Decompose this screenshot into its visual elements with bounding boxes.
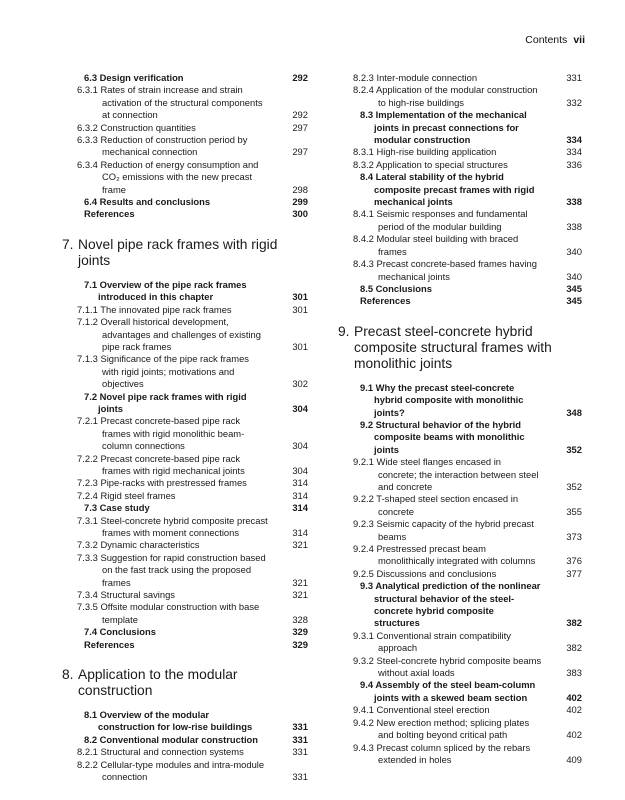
entry-title: Overview of the pipe rack frames introduced in this chapter [98,278,247,303]
toc-subsection-entry: 9.2.4 Prestressed precast beam monolithically integrated with columns 376 [353,543,582,567]
entry-title: Overall historical development, advantages and challenges of existing pipe rack frames [100,316,261,352]
entry-title: Conclusions [375,282,432,294]
entry-text [77,415,268,452]
entry-title: Dynamic characteristics [100,539,200,551]
entry-text [353,258,542,283]
entry-text [84,196,268,208]
entry-title: Significance of the pipe rack frames with rigid joints; motivations and objectives [100,353,249,390]
entry-number: 7.3.3 [77,551,98,563]
entry-text [353,158,542,171]
chapter-number: 8. [62,667,74,683]
entry-number: 8.2.1 [77,746,98,758]
entry-number: 9.4.1 [353,704,374,716]
entry-page: 329 [292,638,308,650]
entry-page: 292 [292,72,308,83]
entry-number: 9.3 [360,580,374,592]
entry-number: 8.2 [84,733,98,745]
entry-number: 8.1 [84,709,98,721]
toc-subsection-entry: 7.1.3 Significance of the pipe rack frames with rigid joints; motivations and objectives 302 [77,353,308,390]
toc-section-entry [338,679,582,704]
toc-subsection-entry: 6.3.1 Rates of strain increase and strain activation of the structural components at connection 292 [77,84,308,121]
toc-section-entry [338,171,582,208]
entry-text [353,84,542,109]
entry-text [353,233,542,258]
toc-section-entry [62,709,308,734]
toc-section-entry [62,391,308,416]
entry-number: 8.2.2 [77,758,98,770]
entry-number: 9.4.2 [353,716,374,728]
entry-text [77,539,268,551]
entry-number: 9.1 [360,381,374,393]
toc-section-entry [62,734,308,746]
entry-title: Modular steel building with braced frames [376,233,519,257]
entry-number: 6.3 [84,72,98,83]
entry-title: Offsite modular construction with base template [100,601,260,625]
entry-text [77,121,268,134]
toc-section-entry [338,580,582,630]
entry-title: T-shaped steel section encased in concrete [376,493,519,517]
entry-text [353,716,542,742]
entry-text [84,502,268,514]
toc-subsection-entry: 9.4.3 Precast column spliced by the rebars extended in holes 409 [353,741,582,765]
running-head-label: Contents [525,34,568,46]
entry-title: Construction quantities [100,121,196,133]
entry-title: Inter-module connection [376,72,478,83]
entry-title: Suggestion for rapid construction based on the fast track using the proposed frames [100,551,266,588]
entry-number: 7.4 [84,626,98,638]
entry-number: 6.3.1 [77,84,98,96]
toc-subsection-entry: 9.2.2 T-shaped steel section encased in concrete 355 [353,493,582,517]
entry-page: 382 [566,617,582,629]
entry-title: Discussions and conclusions [376,567,497,579]
entry-title: Design verification [99,72,184,83]
entry-number: 8.4.3 [353,258,374,270]
chapter-number: 9. [338,323,350,339]
toc-subsection-entry: 7.2.3 Pipe-racks with prestressed frames 314 [77,477,308,489]
entry-number: 7.3.1 [77,514,98,526]
entry-title: Case study [99,502,150,514]
entry-title: Seismic responses and fundamental period of the modular building [376,208,528,232]
entry-number: 7.1 [84,278,98,290]
entry-number: 8.3.1 [353,146,374,158]
toc-subsection-entry: 8.3.2 Application to special structures 336 [353,158,582,170]
entry-title: The innovated pipe rack frames [100,303,232,315]
toc-section-entry [62,72,308,84]
entry-text [353,567,542,580]
entry-text [353,146,542,158]
entry-number: 7.3.2 [77,539,98,551]
entry-title: Reduction of construction period by mechanical connection [100,134,248,158]
entry-page: 299 [292,196,308,208]
toc-subsection-entry: 9.2.5 Discussions and conclusions 377 [353,567,582,579]
toc-left-column [62,72,308,784]
entry-text [353,518,542,543]
entry-text [84,72,268,84]
entry-number: 9.3.2 [353,654,374,666]
entry-number: 7.1.2 [77,316,98,328]
toc-subsection-entry: 8.2.1 Structural and connection systems 331 [77,746,308,758]
entry-page: 348 [566,406,582,418]
entry-title: New erection method; splicing plates and bolting beyond critical path [376,716,530,741]
entry-number: 9.4 [360,679,374,691]
entry-text [360,283,542,295]
entry-page: 338 [566,196,582,208]
entry-title: Rates of strain increase and strain activation of the structural components at connection [100,84,263,121]
chapter-heading [338,324,582,372]
entry-text [77,477,268,489]
entry-number: 7.2.1 [77,415,98,427]
entry-title: Conventional strain compatibility approach [376,629,511,654]
entry-number: 8.2.3 [353,72,374,83]
toc-subsection-entry: 8.3.1 High-rise building application 334 [353,146,582,158]
toc-subsection-entry: 7.3.1 Steel-concrete hybrid composite precast frames with moment connections 314 [77,514,308,538]
entry-title: Cellular-type modules and intra-module connection [100,758,265,783]
toc-subsection-entry: 8.4.3 Precast concrete-based frames having mechanical joints 340 [353,258,582,282]
toc-subsection-entry: 7.2.4 Rigid steel frames 314 [77,489,308,501]
toc-subsection-entry: 9.2.1 Wide steel flanges encased in concrete; the interaction between steel and concrete 352 [353,456,582,492]
entry-number: 9.2.2 [353,493,374,505]
entry-text [84,639,268,651]
entry-page: 300 [292,208,308,220]
entry-number: 7.2.3 [77,477,98,489]
entry-title: Overview of the modular construction for low-rise buildings [98,709,253,733]
entry-text [353,704,542,716]
entry-number: 9.2.4 [353,543,374,554]
entry-text [360,109,542,146]
entry-text [353,629,542,655]
entry-number: 8.3.2 [353,158,374,170]
entry-page: 331 [292,733,308,745]
entry-page: 301 [292,291,308,303]
toc-section-entry [62,196,308,208]
toc-subsection-entry: 9.2.3 Seismic capacity of the hybrid precast beams 373 [353,518,582,542]
entry-number: 7.3 [84,502,98,514]
entry-number: 7.3.5 [77,601,98,613]
entry-page: 314 [292,502,308,514]
entry-title: Precast concrete-based pipe rack frames with rigid monolithic beam-column connections [100,415,245,452]
entry-number: 7.3.4 [77,589,98,601]
entry-number: 7.2 [84,390,98,402]
toc-subsection-entry: 7.3.5 Offsite modular construction with base template 328 [77,601,308,625]
toc-subsection-entry: 8.2.3 Inter-module connection 331 [353,72,582,83]
entry-number: 7.1.3 [77,353,98,365]
entry-number: 9.4.3 [353,741,374,753]
entry-text [353,456,542,493]
entry-number: 6.3.2 [77,121,98,133]
entry-page: 334 [566,134,582,146]
entry-title: References [84,208,135,220]
toc-right-column [338,72,582,766]
toc-section-entry [338,382,582,419]
entry-number: 9.2.5 [353,567,374,579]
entry-text [77,589,268,601]
entry-page: 352 [566,443,582,455]
entry-page: 331 [292,721,308,733]
entry-title: Why the precast steel-concrete hybrid composite with monolithic joints? [374,381,524,418]
entry-text [77,158,268,196]
chapter-number: 7. [62,236,74,252]
entry-text [360,419,542,456]
entry-number: 7.1.1 [77,303,98,315]
entry-number: 7.2.2 [77,452,98,464]
entry-text [77,489,268,502]
entry-title: References [84,638,135,650]
entry-text [360,295,542,307]
toc-section-entry [338,109,582,146]
toc-subsection-entry: 7.3.2 Dynamic characteristics 321 [77,539,308,551]
entry-text [77,303,268,316]
entry-title: Structural and connection systems [100,746,244,758]
entry-title: Wide steel flanges encased in concrete; the interaction between steel and concrete [376,456,539,492]
entry-title: Prestressed precast beam monolithically integrated with columns [376,543,536,567]
entry-text [77,551,268,589]
entry-text [360,382,542,419]
entry-number: 8.2.4 [353,84,374,96]
entry-title: Structural savings [100,589,175,601]
entry-text [353,72,542,84]
entry-page: 345 [566,282,582,294]
entry-page: 345 [566,295,582,307]
entry-text [84,709,268,734]
entry-title: Results and conclusions [99,196,211,208]
entry-title: Lateral stability of the hybrid composite precast frames with rigid mechanical joints [374,171,535,208]
entry-number: 6.3.4 [77,158,98,170]
entry-number: 9.3.1 [353,629,374,641]
page-number: vii [573,34,585,46]
entry-number: 9.2.3 [353,518,374,530]
toc-subsection-entry: 7.2.2 Precast concrete-based pipe rack frames with rigid mechanical joints 304 [77,452,308,476]
chapter-title: Novel pipe rack frames with rigid joints [78,236,278,268]
toc-subsection-entry: 8.2.2 Cellular-type modules and intra-module connection 331 [77,758,308,783]
toc-subsection-entry: 7.2.1 Precast concrete-based pipe rack frames with rigid monolithic beam-column connections 304 [77,415,308,452]
entry-title: Assembly of the steel beam-column joints with a skewed beam section [374,679,536,703]
toc-subsection-entry: 9.4.2 New erection method; splicing plates and bolting beyond critical path 402 [353,716,582,741]
entry-text [77,601,268,626]
entry-number: 8.4.2 [353,233,374,245]
entry-text [353,493,542,518]
entry-number: 8.4 [360,171,374,183]
entry-text [353,543,542,568]
entry-title: Implementation of the mechanical joints in precast connections for modular construction [374,109,527,146]
entry-title: Steel-concrete hybrid composite beams without axial loads [376,654,542,679]
entry-text [360,171,542,208]
chapter-heading [62,237,308,269]
entry-text [77,758,268,784]
entry-text [84,391,268,416]
toc-section-entry [62,208,308,220]
toc-subsection-entry: 7.1.2 Overall historical development, advantages and challenges of existing pipe rack frames 301 [77,316,308,352]
entry-title: Novel pipe rack frames with rigid joints [98,390,247,414]
entry-title: Structural behavior of the hybrid composite beams with monolithic joints [374,418,525,455]
entry-title: Conventional modular construction [99,733,258,745]
running-head [525,34,585,46]
entry-text [353,208,542,233]
chapter-heading [62,667,308,699]
entry-title: Precast concrete-based frames having mechanical joints [376,258,537,282]
entry-text [353,741,542,767]
entry-title: Steel-concrete hybrid composite precast frames with moment connections [100,514,268,538]
toc-subsection-entry: 9.4.1 Conventional steel erection 402 [353,704,582,716]
toc-section-entry [62,626,308,638]
toc-subsection-entry: 7.3.3 Suggestion for rapid construction based on the fast track using the proposed frames 321 [77,551,308,588]
entry-title: Seismic capacity of the hybrid precast beams [376,518,534,542]
entry-title: Reduction of energy consumption and CO₂ emissions with the new precast frame [100,158,259,195]
entry-text [77,84,268,121]
entry-title: Analytical prediction of the nonlinear structural behavior of the steel-concrete hybrid composite structures [374,580,541,629]
chapter-title: Precast steel-concrete hybrid composite structural frames with monolithic joints [354,323,552,371]
toc-section-entry [338,283,582,295]
toc-subsection-entry: 9.3.2 Steel-concrete hybrid composite beams without axial loads 383 [353,654,582,679]
toc-subsection-entry: 7.3.4 Structural savings 321 [77,589,308,601]
toc-subsection-entry: 8.2.4 Application of the modular construction to high-rise buildings 332 [353,84,582,108]
toc-subsection-entry: 8.4.2 Modular steel building with braced frames 340 [353,233,582,257]
toc-subsection-entry: 6.3.3 Reduction of construction period by mechanical connection 297 [77,134,308,158]
entry-text [353,654,542,680]
entry-title: Precast column spliced by the rebars extended in holes [376,741,531,765]
entry-text [360,580,542,630]
entry-title: Rigid steel frames [100,489,176,501]
entry-page: 329 [292,626,308,638]
entry-number: 8.4.1 [353,208,374,220]
entry-text [360,679,542,704]
toc-section-entry [338,419,582,456]
toc-subsection-entry: 9.3.1 Conventional strain compatibility approach 382 [353,629,582,654]
toc-section-entry [62,502,308,514]
entry-title: Pipe-racks with prestressed frames [100,477,247,489]
entry-number: 8.3 [360,109,374,121]
entry-title: Precast concrete-based pipe rack frames with rigid mechanical joints [100,452,245,476]
entry-title: Conventional steel erection [376,704,490,716]
entry-number: 6.4 [84,196,98,208]
toc-subsection-entry: 8.4.1 Seismic responses and fundamental period of the modular building 338 [353,208,582,232]
entry-text [77,134,268,159]
toc-section-entry [62,279,308,304]
chapter-title: Application to the modular construction [78,667,238,699]
entry-page: 304 [292,402,308,414]
entry-text [77,316,268,353]
toc-section-entry [338,295,582,307]
entry-number: 8.5 [360,282,374,294]
toc-section-entry [62,639,308,651]
entry-text [84,279,268,304]
entry-title: Application to special structures [375,158,508,170]
entry-text [84,208,268,220]
entry-text [77,353,268,390]
entry-title: References [360,295,411,307]
entry-text [77,746,268,758]
entry-number: 7.2.4 [77,489,98,501]
entry-text [77,452,268,478]
toc-subsection-entry: 7.1.1 The innovated pipe rack frames 301 [77,303,308,315]
toc-subsection-entry: 6.3.2 Construction quantities 297 [77,121,308,133]
entry-page: 402 [566,691,582,703]
entry-number: 6.3.3 [77,134,98,146]
entry-text [84,734,268,746]
entry-text [77,514,268,540]
toc-subsection-entry: 6.3.4 Reduction of energy consumption and CO₂ emissions with the new precast frame 298 [77,158,308,195]
entry-text [84,626,268,638]
entry-title: High-rise building application [376,146,497,158]
entry-number: 9.2.1 [353,456,374,468]
entry-number: 9.2 [360,418,374,430]
entry-title: Application of the modular construction to high-rise buildings [375,84,538,108]
entry-title: Conclusions [99,626,156,638]
